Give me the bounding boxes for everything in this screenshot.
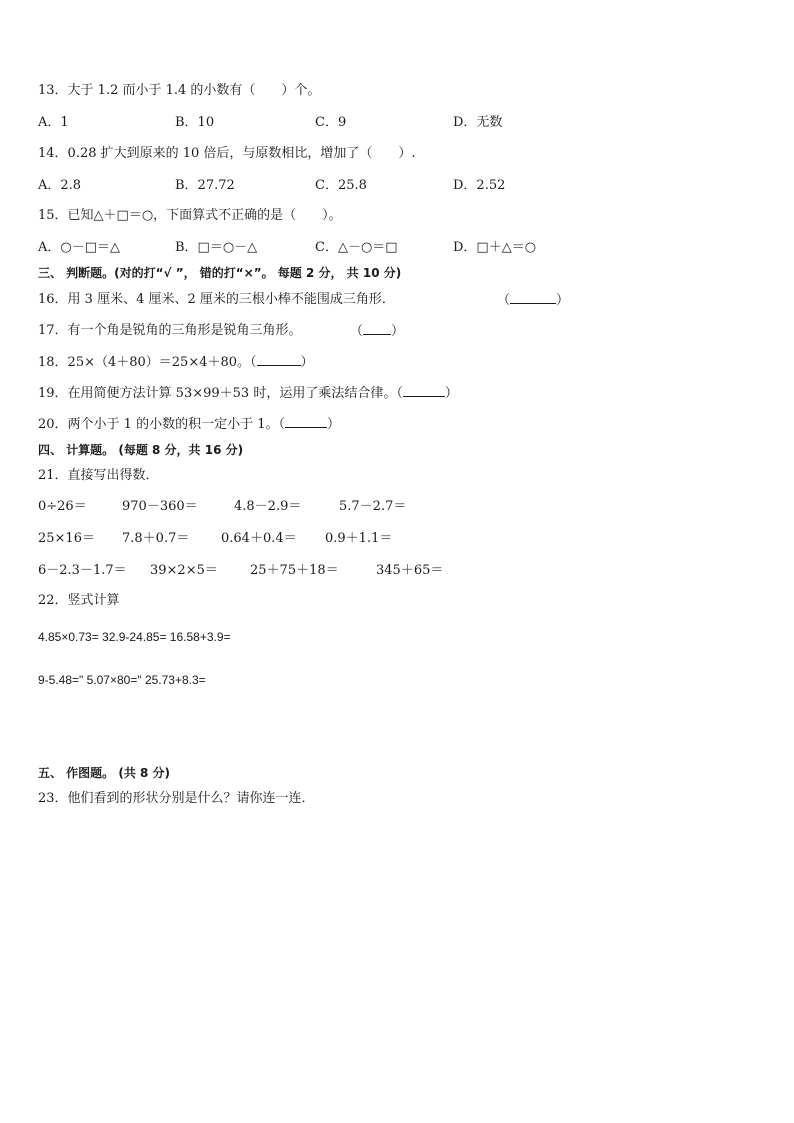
question-23-stem: 23．他们看到的形状分别是什么？请你连一连． bbox=[38, 791, 315, 806]
q15-option-b: B．□＝○－△ bbox=[175, 240, 258, 255]
question-19-stem: 19．在用简便方法计算 53×99＋53 时，运用了乘法结合律。（ bbox=[38, 386, 403, 401]
q21-expr: 6－2.3－1.7＝ bbox=[38, 563, 127, 578]
q20-close-paren: ） bbox=[326, 417, 340, 432]
q19-close-paren: ） bbox=[444, 386, 458, 401]
q21-expr: 25＋75＋18＝ bbox=[250, 563, 339, 578]
q20-answer-blank[interactable] bbox=[285, 415, 327, 428]
q21-expr: 25×16＝ bbox=[38, 531, 95, 546]
q18-answer-blank[interactable] bbox=[257, 353, 301, 366]
question-15-stem: 15．已知△＋□＝○，下面算式不正确的是（ ）。 bbox=[38, 208, 342, 223]
q22-line-1: 4.85×0.73= 32.9-24.85= 16.58+3.9= bbox=[38, 630, 231, 644]
q21-expr: 970－360＝ bbox=[122, 499, 198, 514]
q21-expr: 0÷26＝ bbox=[38, 499, 87, 514]
q16-open-paren: （ bbox=[497, 293, 511, 308]
q21-expr: 4.8－2.9＝ bbox=[234, 499, 302, 514]
question-16-stem: 16．用 3 厘米、4 厘米、2 厘米的三根小棒不能围成三角形． bbox=[38, 292, 395, 307]
q13-option-a: A．1 bbox=[38, 115, 69, 130]
q14-option-b: B．27.72 bbox=[175, 178, 235, 193]
q13-option-c: C．9 bbox=[315, 115, 347, 130]
question-20-stem: 20．两个小于 1 的小数的积一定小于 1。（ bbox=[38, 417, 285, 432]
q15-option-d: D．□＋△＝○ bbox=[453, 240, 537, 255]
q21-expr: 0.64＋0.4＝ bbox=[221, 531, 297, 546]
q16-answer-blank[interactable] bbox=[510, 291, 556, 304]
q21-expr: 7.8＋0.7＝ bbox=[122, 531, 190, 546]
q17-answer-blank[interactable] bbox=[363, 322, 391, 335]
q14-option-d: D．2.52 bbox=[453, 178, 506, 193]
question-22-stem: 22．竖式计算 bbox=[38, 593, 120, 608]
q21-expr: 0.9＋1.1＝ bbox=[325, 531, 393, 546]
q19-answer-blank[interactable] bbox=[403, 384, 445, 397]
section-3-heading: 三、 判断题。(对的打“√ ”， 错的打“×”。 每题 2 分， 共 10 分) bbox=[38, 266, 402, 280]
q21-expr: 345＋65＝ bbox=[376, 563, 444, 578]
section-4-heading: 四、 计算题。 (每题 8 分，共 16 分) bbox=[38, 443, 244, 457]
q15-option-c: C．△－○＝□ bbox=[315, 240, 398, 255]
question-16-answer-slot bbox=[497, 291, 569, 310]
q14-option-c: C．25.8 bbox=[315, 178, 367, 193]
q14-option-a: A．2.8 bbox=[38, 178, 82, 193]
question-18 bbox=[38, 353, 314, 372]
q18-close-paren: ） bbox=[300, 355, 314, 370]
question-13-stem: 13．大于 1.2 而小于 1.4 的小数有（ ）个。 bbox=[38, 83, 321, 98]
q22-line-2: 9-5.48=" 5.07×80=" 25.73+8.3= bbox=[38, 673, 206, 687]
question-17-stem: 17．有一个角是锐角的三角形是锐角三角形。 bbox=[38, 323, 302, 338]
question-21-stem: 21．直接写出得数． bbox=[38, 468, 159, 483]
q21-expr: 39×2×5＝ bbox=[150, 563, 218, 578]
q13-option-d: D．无数 bbox=[453, 115, 503, 130]
question-17-answer-slot bbox=[350, 322, 404, 341]
q13-option-b: B．10 bbox=[175, 115, 215, 130]
q17-close-paren: ） bbox=[391, 324, 405, 339]
q17-open-paren: （ bbox=[350, 324, 364, 339]
question-14-stem: 14．0.28 扩大到原来的 10 倍后，与原数相比，增加了（ ）. bbox=[38, 146, 416, 161]
question-20 bbox=[38, 415, 340, 434]
question-19 bbox=[38, 384, 458, 403]
section-5-heading: 五、 作图题。 (共 8 分) bbox=[38, 766, 171, 780]
question-18-stem: 18．25×（4＋80）＝25×4＋80。（ bbox=[38, 355, 257, 370]
q16-close-paren: ） bbox=[556, 293, 570, 308]
q21-expr: 5.7－2.7＝ bbox=[339, 499, 407, 514]
q15-option-a: A．○－□＝△ bbox=[38, 240, 121, 255]
